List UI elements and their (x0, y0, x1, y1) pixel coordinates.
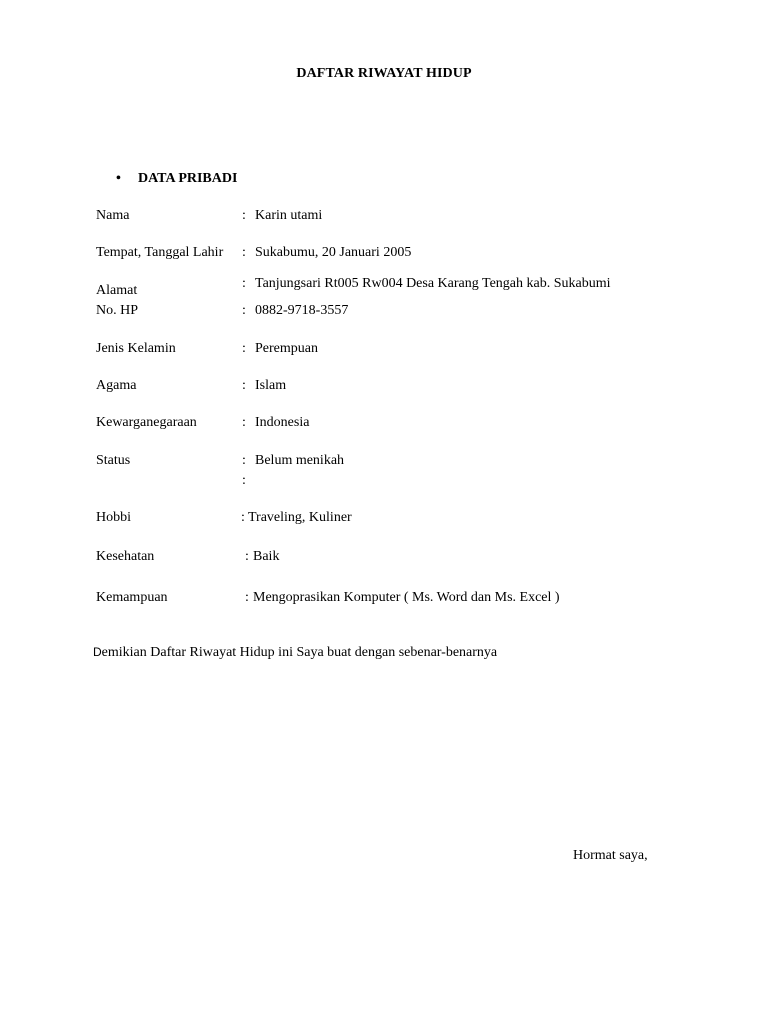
field-label: No. HP (96, 303, 139, 318)
field-colon: : (245, 549, 249, 564)
closing-statement (93, 645, 497, 661)
field-label: Kemampuan (96, 590, 168, 605)
field-colon: : (242, 453, 246, 468)
field-label: Agama (96, 378, 137, 393)
field-value: Baik (253, 549, 280, 564)
field-value: 0882-9718-3557 (255, 303, 349, 318)
field-label: Kesehatan (96, 549, 155, 564)
field-colon: : (242, 378, 246, 393)
field-colon: : (242, 276, 246, 291)
field-value: Mengoprasikan Komputer ( Ms. Word dan Ms. Excel ) (253, 590, 560, 605)
document-title: DAFTAR RIWAYAT HIDUP (296, 66, 472, 81)
field-value: Belum menikah (255, 453, 345, 468)
section-heading-data-pribadi (116, 171, 237, 187)
section-heading-label: DATA PRIBADI (138, 171, 238, 186)
field-colon: : (242, 303, 246, 318)
closing-text: emikian Daftar Riwayat Hidup ini Saya buat dengan sebenar-benarnya (101, 645, 498, 660)
field-colon: : (242, 245, 246, 260)
field-label: Tempat, Tanggal Lahir (96, 245, 224, 260)
field-value: Islam (255, 378, 287, 393)
field-colon: : (242, 208, 246, 223)
field-label: Status (96, 453, 131, 468)
field-label: Nama (96, 208, 130, 223)
field-label: Jenis Kelamin (96, 341, 176, 356)
field-colon: : (241, 510, 245, 525)
bullet-icon: • (116, 171, 121, 186)
field-label: Hobbi (96, 510, 131, 525)
field-value: Perempuan (255, 341, 318, 356)
field-colon: : (242, 341, 246, 356)
field-label: Alamat (96, 283, 138, 298)
signoff-text: Hormat saya, (573, 848, 648, 863)
field-value: Sukabumu, 20 Januari 2005 (255, 245, 412, 260)
field-colon: : (242, 415, 246, 430)
field-value: Tanjungsari Rt005 Rw004 Desa Karang Tengah kab. Sukabumi (255, 276, 611, 291)
field-value: Indonesia (255, 415, 310, 430)
closing-first-letter: D (93, 645, 102, 659)
field-value: Karin utami (255, 208, 323, 223)
field-value: Traveling, Kuliner (248, 510, 352, 525)
field-label: Kewarganegaraan (96, 415, 197, 430)
field-colon: : (245, 590, 249, 605)
extra-colon: : (242, 473, 246, 488)
